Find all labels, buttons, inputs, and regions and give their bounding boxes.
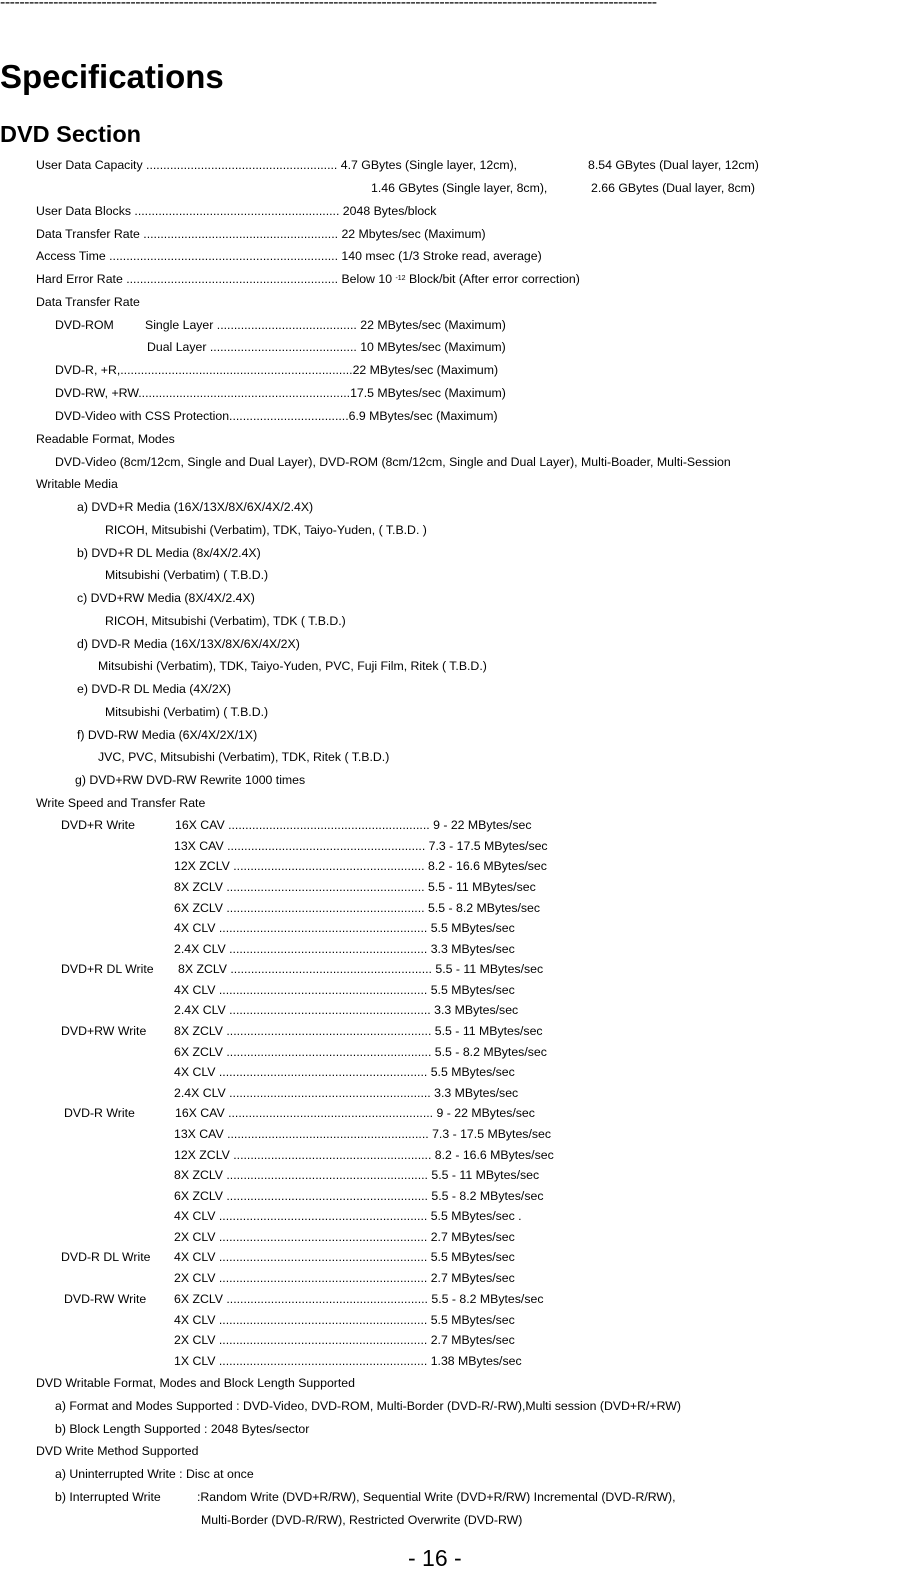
- user-data-blocks: User Data Blocks ............................................................ 2048 Bytes/block: [36, 204, 437, 218]
- transfer-heading: Data Transfer Rate: [36, 295, 140, 309]
- method-heading: DVD Write Method Supported: [36, 1444, 199, 1458]
- ws-row: 4X CLV ............................................................. 5.5 MBytes/sec: [174, 983, 515, 997]
- ws-row: 2.4X CLV ........................................................... 3.3 MBytes/sec: [174, 1003, 519, 1017]
- page-number: - 16 -: [408, 1545, 462, 1571]
- dvdrom-dual: Dual Layer ........................................... 10 MBytes/sec (Maximum): [147, 340, 506, 354]
- dvdrom-single: Single Layer ......................................... 22 MBytes/sec (Maximum): [145, 318, 506, 332]
- writable-a: a) DVD+R Media (16X/13X/8X/6X/4X/2.4X): [77, 500, 314, 514]
- ws-row: 16X CAV ........................................................... 9 - 22 MBytes/sec: [175, 818, 532, 832]
- ws-row: 6X ZCLV .......................................................... 5.5 - 8.2 MBytes/sec: [174, 901, 541, 915]
- ws-row: 12X ZCLV .......................................................... 8.2 - 16.6 MBytes/sec: [174, 1148, 554, 1162]
- writable-b-makers: Mitsubishi (Verbatim) ( T.B.D.): [105, 568, 269, 582]
- ws-group-name: DVD+RW Write: [61, 1024, 147, 1038]
- format-b: b) Block Length Supported : 2048 Bytes/sector: [55, 1422, 310, 1436]
- top-rule: ----------------------------------------------------------------------------------------------------------------------------------------: [0, 0, 657, 11]
- ws-row: 16X CAV ............................................................ 9 - 22 MBytes/sec: [175, 1106, 535, 1120]
- writable-d: d) DVD-R Media (16X/13X/8X/6X/4X/2X): [77, 637, 300, 651]
- method-b: :Random Write (DVD+R/RW), Sequential Write (DVD+R/RW) Incremental (DVD-R/RW),: [197, 1490, 676, 1504]
- ws-group-name: DVD-R Write: [64, 1106, 135, 1120]
- ws-row: 6X ZCLV ........................................................... 5.5 - 8.2 MBytes/sec: [174, 1292, 544, 1306]
- ws-group-name: DVD-R DL Write: [61, 1250, 151, 1264]
- capacity-dual: 8.54 GBytes (Dual layer, 12cm): [588, 158, 759, 172]
- hard-error-rate: Hard Error Rate .............................................................. Below 10 $^{-12}$ Block/bit (After error correction): [36, 272, 580, 286]
- method-a: a) Uninterrupted Write : Disc at once: [55, 1467, 254, 1481]
- ws-row: 1X CLV ............................................................. 1.38 MBytes/sec: [174, 1354, 522, 1368]
- ws-row: 4X CLV ............................................................. 5.5 MBytes/sec: [174, 1065, 515, 1079]
- dvdrw-rate: DVD-RW, +RW..............................................................17.5 MBytes/sec (Maximum): [55, 386, 506, 400]
- access-time: Access Time ................................................................... 140 msec (1/3 Stroke read, average): [36, 249, 542, 263]
- writable-e-makers: Mitsubishi (Verbatim) ( T.B.D.): [105, 705, 269, 719]
- ws-row: 13X CAV ........................................................... 7.3 - 17.5 MBytes/sec: [174, 1127, 551, 1141]
- writable-heading: Writable Media: [36, 477, 118, 491]
- writable-c: c) DVD+RW Media (8X/4X/2.4X): [77, 591, 255, 605]
- ws-row: 2.4X CLV ........................................................... 3.3 MBytes/sec: [174, 1086, 519, 1100]
- ws-row: 4X CLV ............................................................. 5.5 MBytes/sec: [174, 1250, 515, 1264]
- ws-row: 6X ZCLV ............................................................ 5.5 - 8.2 MBytes/sec: [174, 1045, 547, 1059]
- ws-row: 2X CLV ............................................................. 2.7 MBytes/sec: [174, 1333, 515, 1347]
- format-heading: DVD Writable Format, Modes and Block Length Supported: [36, 1376, 355, 1390]
- write-speed-heading: Write Speed and Transfer Rate: [36, 796, 206, 810]
- page-title: Specifications: [0, 58, 224, 95]
- dvdr-rate: DVD-R, +R,....................................................................22 MBytes/sec (Maximum): [55, 363, 499, 377]
- ws-row: 8X ZCLV ........................................................... 5.5 - 11 MBytes/sec: [178, 962, 544, 976]
- ws-row: 12X ZCLV ........................................................ 8.2 - 16.6 MBytes/sec: [174, 859, 547, 873]
- ws-row: 8X ZCLV ............................................................ 5.5 - 11 MBytes/sec: [174, 1024, 543, 1038]
- capacity-single-8cm: 1.46 GBytes (Single layer, 8cm),: [371, 181, 548, 195]
- ws-row: 13X CAV .......................................................... 7.3 - 17.5 MBytes/sec: [174, 839, 548, 853]
- writable-c-makers: RICOH, Mitsubishi (Verbatim), TDK ( T.B.D.): [105, 614, 346, 628]
- ws-row: 4X CLV ............................................................. 5.5 MBytes/sec: [174, 921, 515, 935]
- ws-row: 6X ZCLV ........................................................... 5.5 - 8.2 MBytes/sec: [174, 1189, 544, 1203]
- ws-group-name: DVD+R Write: [61, 818, 135, 832]
- writable-a-makers: RICOH, Mitsubishi (Verbatim), TDK, Taiyo-Yuden, ( T.B.D. ): [105, 523, 427, 537]
- ws-row: 2X CLV ............................................................. 2.7 MBytes/sec: [174, 1271, 515, 1285]
- writable-f-makers: JVC, PVC, Mitsubishi (Verbatim), TDK, Ritek ( T.B.D.): [98, 750, 390, 764]
- writable-e: e) DVD-R DL Media (4X/2X): [77, 682, 231, 696]
- method-b-label: b) Interrupted Write: [55, 1490, 161, 1504]
- css-rate: DVD-Video with CSS Protection...................................6.9 MBytes/sec (Maximum): [55, 409, 498, 423]
- readable-heading: Readable Format, Modes: [36, 432, 175, 446]
- writable-b: b) DVD+R DL Media (8x/4X/2.4X): [77, 546, 261, 560]
- ws-row: 8X ZCLV ........................................................... 5.5 - 11 MBytes/sec: [174, 1168, 540, 1182]
- ws-group-name: DVD+R DL Write: [61, 962, 154, 976]
- data-transfer-rate: Data Transfer Rate ......................................................... 22 Mbytes/sec (Maximum): [36, 227, 486, 241]
- writable-g: g) DVD+RW DVD-RW Rewrite 1000 times: [75, 773, 306, 787]
- capacity-line: User Data Capacity ........................................................ 4.7 GBytes (Single layer, 12cm),: [36, 158, 518, 172]
- capacity-dual-8cm: 2.66 GBytes (Dual layer, 8cm): [591, 181, 756, 195]
- writable-f: f) DVD-RW Media (6X/4X/2X/1X): [77, 728, 258, 742]
- method-b-cont: Multi-Border (DVD-R/RW), Restricted Overwrite (DVD-RW): [201, 1513, 523, 1527]
- ws-row: 2.4X CLV .......................................................... 3.3 MBytes/sec: [174, 942, 515, 956]
- ws-group-name: DVD-RW Write: [64, 1292, 147, 1306]
- writable-d-makers: Mitsubishi (Verbatim), TDK, Taiyo-Yuden, PVC, Fuji Film, Ritek ( T.B.D.): [98, 659, 487, 673]
- dvdrom-label: DVD-ROM: [55, 318, 114, 332]
- ws-row: 8X ZCLV .......................................................... 5.5 - 11 MBytes/sec: [174, 880, 536, 894]
- section-title: DVD Section: [0, 121, 142, 147]
- ws-row: 4X CLV ............................................................. 5.5 MBytes/sec: [174, 1313, 515, 1327]
- format-a: a) Format and Modes Supported : DVD-Video, DVD-ROM, Multi-Border (DVD-R/-RW),Multi session (DVD+R/+RW): [55, 1399, 681, 1413]
- ws-row: 2X CLV ............................................................. 2.7 MBytes/sec: [174, 1230, 515, 1244]
- ws-row: 4X CLV ............................................................. 5.5 MBytes/sec .: [174, 1209, 522, 1223]
- readable-text: DVD-Video (8cm/12cm, Single and Dual Layer), DVD-ROM (8cm/12cm, Single and Dual Layer), Multi-Boader, Multi-Session: [55, 455, 731, 469]
